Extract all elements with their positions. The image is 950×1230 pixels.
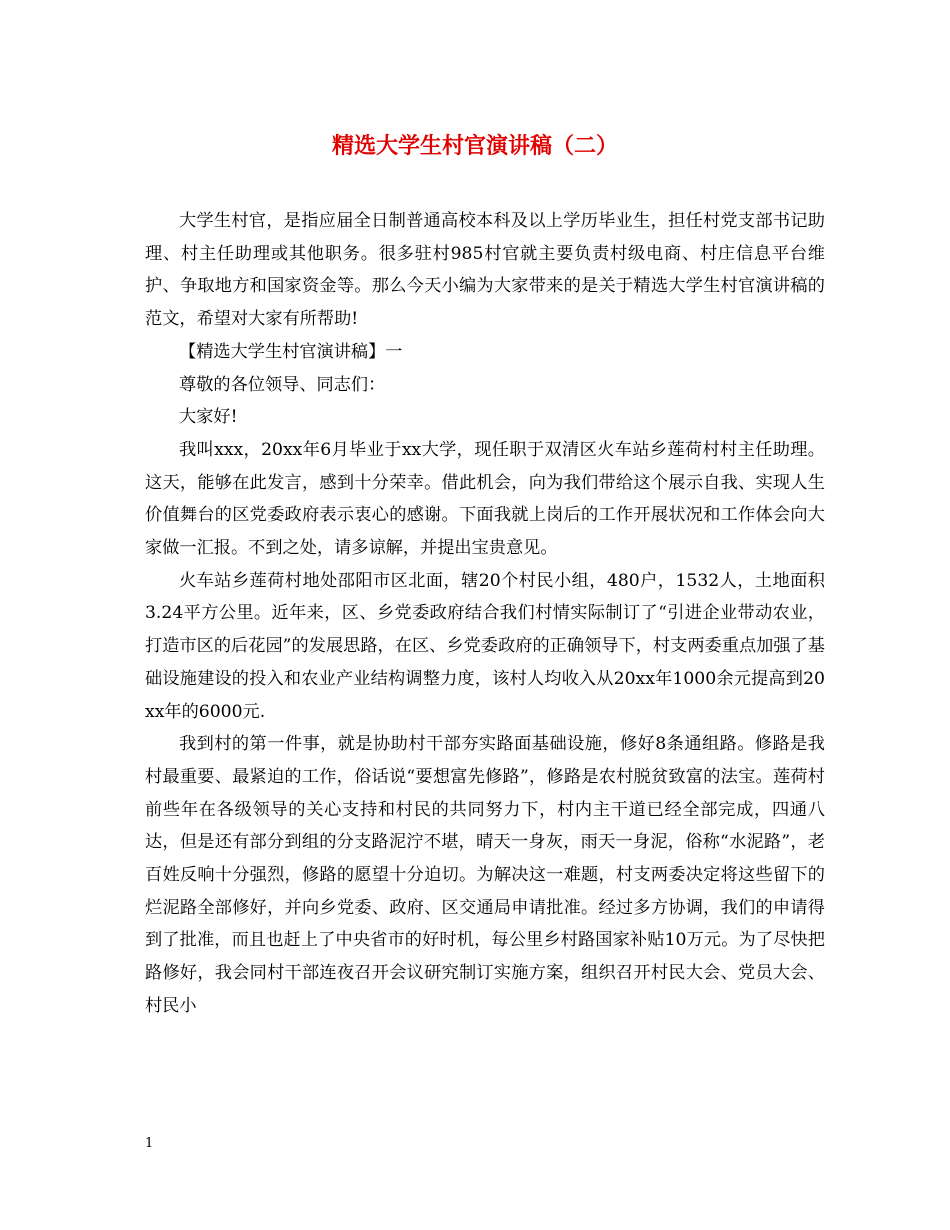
paragraph-intro: 大学生村官，是指应届全日制普通高校本科及以上学历毕业生，担任村党支部书记助理、村主任助理或其他职务。很多驻村985村官就主要负责村级电商、村庄信息平台维护、争取地方和国家资金等。那么今天小编为大家带来的是关于精选大学生村官演讲稿的范文，希望对大家有所帮助! — [145, 211, 825, 330]
page-title: 精选大学生村官演讲稿（二） — [331, 134, 618, 159]
paragraph-village-overview: 火车站乡莲荷村地处邵阳市区北面，辖20个村民小组，480户，1532人，土地面积3.24平方公里。近年来，区、乡党委政府结合我们村情实际制订了“引进企业带动农业，打造市区的后花园”的发展思路，在区、乡党委政府的正确领导下，村支两委重点加强了基础设施建设的投入和农业产业结构调整力度，该村人均收入从20xx年1000余元提高到20xx年的6000元. — [145, 570, 825, 722]
paragraph-heading: 【精选大学生村官演讲稿】一 — [179, 341, 403, 362]
paragraph-greeting: 大家好! — [179, 407, 238, 428]
paragraph-salutation: 尊敬的各位领导、同志们： — [179, 374, 386, 395]
paragraph-road-building: 我到村的第一件事，就是协助村干部夯实路面基础设施，修好8条通组路。修路是我村最重要、最紧迫的工作，俗话说“要想富先修路”，修路是农村脱贫致富的法宝。莲荷村前些年在各级领导的关心支持和村民的共同努力下，村内主干道已经全部完成，四通八达，但是还有部分到组的分支路泥泞不堪，晴天一身灰，雨天一身泥，俗称“水泥路”，老百姓反响十分强烈，修路的愿望十分迫切。为解决这一难题，村支两委决定将这些留下的烂泥路全部修好，并向乡党委、政府、区交通局申请批准。经过多方协调，我们的申请得到了批准，而且也赶上了中央省市的好时机，每公里乡村路国家补贴10万元。为了尽快把路修好，我会同村干部连夜召开会议研究制订实施方案，组织召开村民大会、党员大会、村民小 — [145, 734, 825, 1016]
page-number: 1 — [145, 1136, 154, 1151]
document-body — [145, 205, 825, 1023]
paragraph-self-intro: 我叫xxx，20xx年6月毕业于xx大学，现任职于双清区火车站乡莲荷村村主任助理。这天，能够在此发言，感到十分荣幸。借此机会，向为我们带给这个展示自我、实现人生价值舞台的区党委政府表示衷心的感谢。下面我就上岗后的工作开展状况和工作体会向大家做一汇报。不到之处，请多谅解，并提出宝贵意见。 — [145, 439, 825, 559]
